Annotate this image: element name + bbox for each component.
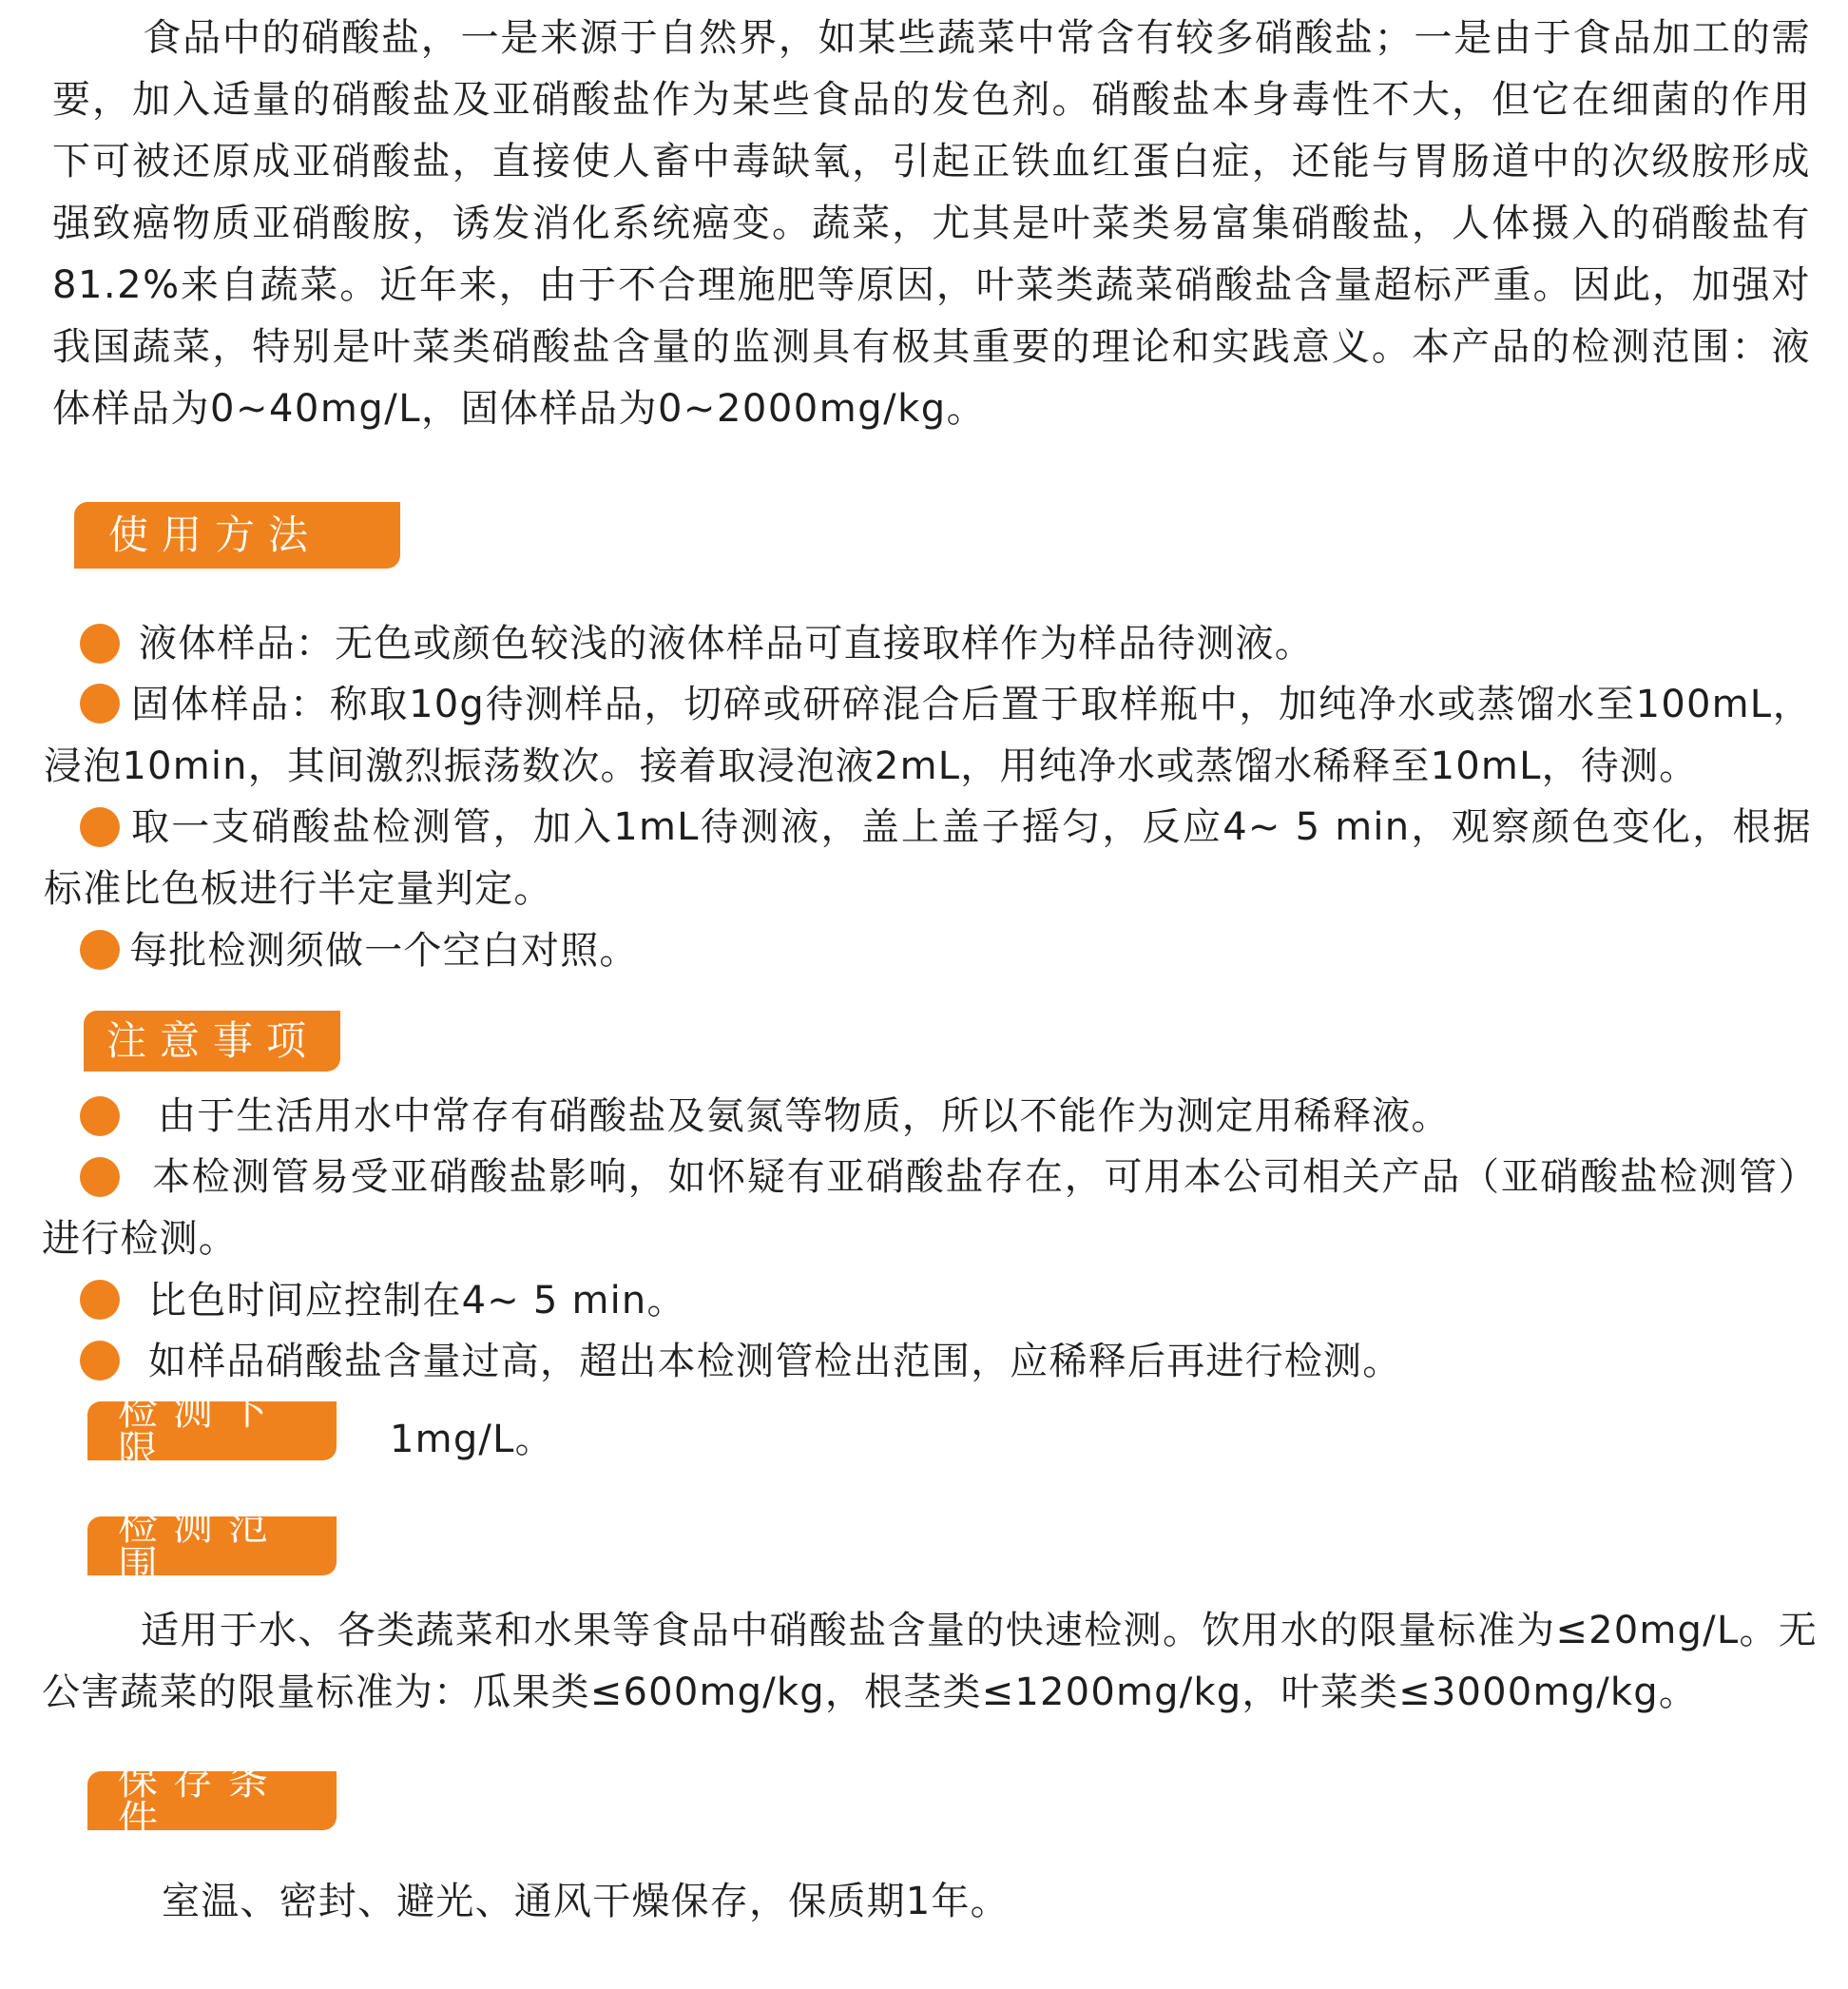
usage-section-title: 使用方法 [108, 512, 322, 558]
usage-item: 每批检测须做一个空白对照。 [129, 929, 639, 973]
intro-text: 食品中的硝酸盐，一是来源于自然界，如某些蔬菜中常含有较多硝酸盐；一是由于食品加工的需要，加入适量的硝酸盐及亚硝酸盐作为某些食品的发色剂。硝酸盐本身毒性不大，但它在细菌的作用下可被还原成亚硝酸盐，直接使人畜中毒缺氧，引起正铁血红蛋白症，还能与胃肠道中的次级胺形成强致癌物质亚硝酸胺，诱发消化系统癌变。蔬菜，尤其是叶菜类易富集硝酸盐，人体摄入的硝酸盐有81.2%来自蔬菜。近年来，由于不合理施肥等原因，叶菜类蔬菜硝酸盐含量超标严重。因此，加强对我国蔬菜，特别是叶菜类硝酸盐含量的监测具有极其重要的理论和实践意义。本产品的检测范围：液体样品为0~40mg/L，固体样品为0~2000mg/kg。 [52, 16, 1811, 431]
limit-section-title: 检测下限 [118, 1387, 284, 1474]
usage-item: 取一支硝酸盐检测管，加入1mL待测液，盖上盖子摇匀，反应4~ 5 min，观察颜色变化，根据标准比色板进行半定量判定。 [44, 805, 1812, 911]
range-section-badge [87, 1502, 337, 1589]
limit-value: 1mg/L。 [390, 1418, 554, 1461]
usage-item: 固体样品：称取10g待测样品，切碎或研碎混合后置于取样瓶中，加纯净水或蒸馏水至100mL，浸泡10min，其间激烈振荡数次。接着取浸泡液2mL，用纯净水或蒸馏水稀释至10mL，待测。 [44, 683, 1812, 788]
storage-paragraph: 室温、密封、避光、通风干燥保存，保质期1年。 [162, 1880, 1010, 1923]
range-section-title: 检测范围 [118, 1502, 284, 1589]
notes-item: 比色时间应控制在4~ 5 min。 [148, 1279, 686, 1323]
storage-section-badge [87, 1757, 337, 1844]
bullet-dot-icon [80, 1280, 120, 1320]
usage-item: 液体样品：无色或颜色较浅的液体样品可直接取样作为样品待测液。 [139, 622, 1314, 666]
bullet-dot-icon [80, 624, 120, 664]
notes-section-badge [84, 1011, 340, 1072]
notes-item: 如样品硝酸盐含量过高，超出本检测管检出范围，应稀释后再进行检测。 [148, 1340, 1402, 1383]
notes-item: 本检测管易受亚硝酸盐影响，如怀疑有亚硝酸盐存在，可用本公司相关产品（亚硝酸盐检测管）进行检测。 [42, 1155, 1818, 1261]
limit-section-badge [87, 1387, 337, 1474]
usage-section-badge [74, 502, 400, 569]
storage-section-title: 保存条件 [118, 1757, 284, 1844]
bullet-dot-icon [80, 1341, 120, 1381]
bullet-dot-icon [80, 930, 120, 970]
notes-item: 由于生活用水中常存有硝酸盐及氨氮等物质，所以不能作为测定用稀释液。 [158, 1094, 1451, 1138]
range-paragraph: 适用于水、各类蔬菜和水果等食品中硝酸盐含量的快速检测。饮用水的限量标准为≤20mg/L。无公害蔬菜的限量标准为：瓜果类≤600mg/kg，根茎类≤1200mg/kg，叶菜类≤3000mg/kg。 [42, 1609, 1818, 1714]
intro-paragraph [52, 8, 1811, 440]
notes-section-title: 注意事项 [106, 1017, 320, 1064]
bullet-dot-icon [80, 1096, 120, 1136]
